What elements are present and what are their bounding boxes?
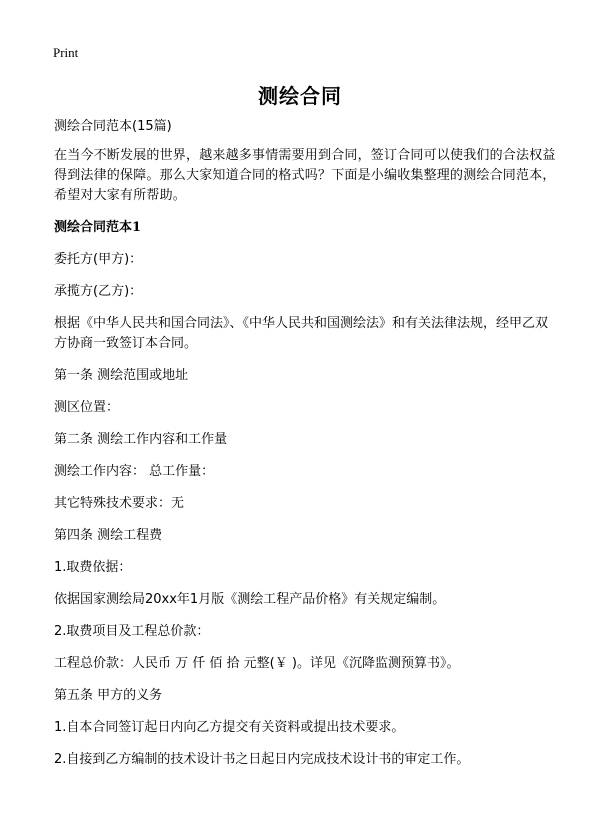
total-price-line: 工程总价款：人民币 万 仟 佰 拾 元整(￥ )。详见《沉降监测预算书》。 bbox=[54, 656, 460, 671]
article-2-heading: 第二条 测绘工作内容和工作量 bbox=[54, 432, 228, 447]
contractor-party-line: 承揽方(乙方)： bbox=[54, 284, 143, 299]
document-subtitle: 测绘合同范本(15篇) bbox=[54, 119, 172, 134]
special-requirements-line: 其它特殊技术要求：无 bbox=[54, 496, 185, 511]
page-title: 测绘合同 bbox=[258, 84, 342, 108]
work-content-line: 测绘工作内容： 总工作量： bbox=[54, 464, 215, 479]
fee-items-line: 2.取费项目及工程总价款： bbox=[54, 624, 210, 639]
survey-location-line: 测区位置： bbox=[54, 400, 120, 415]
fee-basis-line: 1.取费依据： bbox=[54, 560, 132, 575]
article-4-heading: 第四条 测绘工程费 bbox=[54, 528, 163, 543]
article-5-heading: 第五条 甲方的义务 bbox=[54, 688, 163, 703]
section-heading: 测绘合同范本1 bbox=[54, 220, 142, 235]
fee-basis-detail-line: 依据国家测绘局20xx年1月版《测绘工程产品价格》有关规定编制。 bbox=[54, 592, 446, 607]
client-party-line: 委托方(甲方)： bbox=[54, 252, 143, 267]
document-body bbox=[54, 117, 560, 782]
obligation-2-line: 2.自接到乙方编制的技术设计书之日起日内完成技术设计书的审定工作。 bbox=[54, 752, 470, 767]
print-link[interactable]: Print bbox=[53, 45, 79, 60]
article-1-heading: 第一条 测绘范围或地址 bbox=[54, 368, 189, 383]
legal-basis-paragraph: 根据《中华人民共和国合同法》、《中华人民共和国测绘法》和有关法律法规，经甲乙双方协商一致签订本合同。 bbox=[54, 316, 549, 351]
intro-paragraph: 在当今不断发展的世界，越来越多事情需要用到合同，签订合同可以使我们的合法权益得到法律的保障。那么大家知道合同的格式吗？下面是小编收集整理的测绘合同范本，希望对大家有所帮助。 bbox=[54, 148, 556, 203]
obligation-1-line: 1.自本合同签订起日内向乙方提交有关资料或提出技术要求。 bbox=[54, 720, 405, 735]
